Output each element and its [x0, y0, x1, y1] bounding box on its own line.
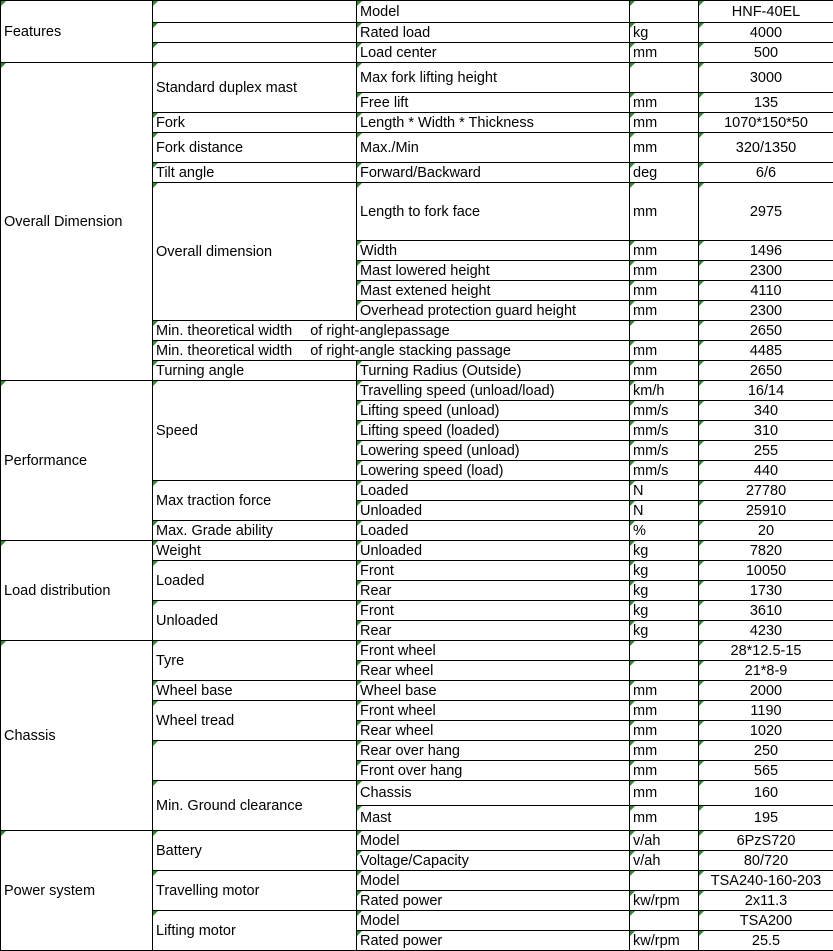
- parameter-name: Forward/Backward: [357, 163, 630, 183]
- parameter-name: Loaded: [357, 481, 630, 501]
- unit-cell: mm: [630, 93, 699, 113]
- spec-row: [1, 1, 833, 23]
- parameter-group: Overall dimension: [153, 183, 357, 321]
- value-cell: 1730: [699, 581, 833, 601]
- parameter-group: Lifting motor: [153, 911, 357, 951]
- param-part-a: of right-angle: [310, 323, 395, 339]
- section-label: Features: [1, 1, 153, 63]
- unit-cell: mm: [630, 361, 699, 381]
- value-cell: 1190: [699, 701, 833, 721]
- unit-cell: mm: [630, 761, 699, 781]
- unit-cell: %: [630, 521, 699, 541]
- parameter-group: Speed: [153, 381, 357, 481]
- parameter-group: Turning angle: [153, 361, 357, 381]
- unit-cell: mm: [630, 113, 699, 133]
- param-part-b: t-angle stacking passage: [351, 343, 511, 359]
- parameter-name: Loaded: [357, 521, 630, 541]
- unit-cell: mm: [630, 341, 699, 361]
- value-cell: 160: [699, 781, 833, 806]
- value-cell: 21*8-9: [699, 661, 833, 681]
- unit-cell: kg: [630, 541, 699, 561]
- unit-cell: mm: [630, 721, 699, 741]
- unit-cell: kw/rpm: [630, 931, 699, 951]
- parameter-name: Max fork lifting height: [357, 63, 630, 93]
- parameter-name: Travelling speed (unload/load): [357, 381, 630, 401]
- value-cell: 3000: [699, 63, 833, 93]
- unit-cell: N: [630, 481, 699, 501]
- spec-row: [1, 63, 833, 93]
- value-cell: 1070*150*50: [699, 113, 833, 133]
- param-part-b: passage: [395, 323, 450, 339]
- unit-cell: kg: [630, 601, 699, 621]
- spec-row: [1, 641, 833, 661]
- parameter-group: [153, 43, 357, 63]
- parameter-name: Load center: [357, 43, 630, 63]
- unit-cell: mm: [630, 781, 699, 806]
- value-cell: 28*12.5-15: [699, 641, 833, 661]
- parameter-name: Rear wheel: [357, 721, 630, 741]
- unit-cell: [630, 321, 699, 341]
- unit-cell: [630, 63, 699, 93]
- value-cell: HNF-40EL: [699, 1, 833, 23]
- parameter-name: Mast extened height: [357, 281, 630, 301]
- value-cell: 4485: [699, 341, 833, 361]
- parameter-group: Wheel base: [153, 681, 357, 701]
- value-cell: 3610: [699, 601, 833, 621]
- value-cell: 2975: [699, 183, 833, 241]
- value-cell: 310: [699, 421, 833, 441]
- unit-cell: kg: [630, 581, 699, 601]
- value-cell: 250: [699, 741, 833, 761]
- parameter-name: Voltage/Capacity: [357, 851, 630, 871]
- parameter-name: Model: [357, 1, 630, 23]
- parameter-name: Wheel base: [357, 681, 630, 701]
- value-cell: 2650: [699, 361, 833, 381]
- spec-row: [1, 831, 833, 851]
- parameter-group: Tilt angle: [153, 163, 357, 183]
- group-label: Min. theoretical width: [156, 343, 292, 359]
- parameter-name: Rear: [357, 621, 630, 641]
- parameter-name: Front wheel: [357, 701, 630, 721]
- parameter-name: Front: [357, 561, 630, 581]
- section-label: Chassis: [1, 641, 153, 831]
- parameter-group: Unloaded: [153, 601, 357, 641]
- parameter-group: Max. Grade ability: [153, 521, 357, 541]
- parameter-name: Turning Radius (Outside): [357, 361, 630, 381]
- parameter-group: Battery: [153, 831, 357, 871]
- param-part-a: of righ: [310, 343, 350, 359]
- value-cell: 320/1350: [699, 133, 833, 163]
- unit-cell: mm/s: [630, 401, 699, 421]
- unit-cell: N: [630, 501, 699, 521]
- parameter-group: [153, 1, 357, 23]
- value-cell: TSA240-160-203: [699, 871, 833, 891]
- unit-cell: [630, 1, 699, 23]
- parameter-name: Overhead protection guard height: [357, 301, 630, 321]
- value-cell: 20: [699, 521, 833, 541]
- parameter-name: Lowering speed (load): [357, 461, 630, 481]
- parameter-group: Fork: [153, 113, 357, 133]
- parameter-name: Width: [357, 241, 630, 261]
- value-cell: 80/720: [699, 851, 833, 871]
- unit-cell: mm: [630, 741, 699, 761]
- value-cell: 2000: [699, 681, 833, 701]
- parameter-name: Unloaded: [357, 541, 630, 561]
- parameter-group: Min. Ground clearance: [153, 781, 357, 831]
- unit-cell: kg: [630, 621, 699, 641]
- value-cell: 27780: [699, 481, 833, 501]
- unit-cell: mm: [630, 261, 699, 281]
- parameter-name: Max./Min: [357, 133, 630, 163]
- spec-row: [1, 541, 833, 561]
- section-label: Performance: [1, 381, 153, 541]
- unit-cell: kg: [630, 561, 699, 581]
- value-cell: 135: [699, 93, 833, 113]
- unit-cell: mm: [630, 241, 699, 261]
- parameter-group-merged: [153, 341, 630, 361]
- parameter-name: Rated power: [357, 891, 630, 911]
- parameter-group-merged: [153, 321, 630, 341]
- value-cell: 1496: [699, 241, 833, 261]
- value-cell: 2300: [699, 301, 833, 321]
- parameter-name: Mast: [357, 806, 630, 831]
- value-cell: TSA200: [699, 911, 833, 931]
- unit-cell: mm: [630, 43, 699, 63]
- value-cell: 2300: [699, 261, 833, 281]
- parameter-name: Rear wheel: [357, 661, 630, 681]
- parameter-name: Mast lowered height: [357, 261, 630, 281]
- parameter-name: Unloaded: [357, 501, 630, 521]
- parameter-group: Loaded: [153, 561, 357, 601]
- value-cell: 1020: [699, 721, 833, 741]
- parameter-name: Model: [357, 831, 630, 851]
- parameter-group: Travelling motor: [153, 871, 357, 911]
- parameter-group: [153, 23, 357, 43]
- value-cell: 4000: [699, 23, 833, 43]
- unit-cell: km/h: [630, 381, 699, 401]
- parameter-name: Front over hang: [357, 761, 630, 781]
- value-cell: 6PzS720: [699, 831, 833, 851]
- parameter-name: Free lift: [357, 93, 630, 113]
- parameter-group: Wheel tread: [153, 701, 357, 741]
- parameter-group: Tyre: [153, 641, 357, 681]
- value-cell: 4110: [699, 281, 833, 301]
- parameter-name: Front wheel: [357, 641, 630, 661]
- parameter-name: Chassis: [357, 781, 630, 806]
- value-cell: 25910: [699, 501, 833, 521]
- value-cell: 6/6: [699, 163, 833, 183]
- parameter-name: Rear over hang: [357, 741, 630, 761]
- unit-cell: mm/s: [630, 441, 699, 461]
- value-cell: 4230: [699, 621, 833, 641]
- unit-cell: kw/rpm: [630, 891, 699, 911]
- unit-cell: [630, 871, 699, 891]
- parameter-group: Weight: [153, 541, 357, 561]
- parameter-name: Length * Width * Thickness: [357, 113, 630, 133]
- unit-cell: mm: [630, 183, 699, 241]
- unit-cell: [630, 641, 699, 661]
- unit-cell: [630, 661, 699, 681]
- section-label: Power system: [1, 831, 153, 951]
- unit-cell: mm: [630, 281, 699, 301]
- value-cell: 255: [699, 441, 833, 461]
- spec-table-body: [1, 1, 833, 951]
- spec-row: [1, 381, 833, 401]
- value-cell: 440: [699, 461, 833, 481]
- value-cell: 340: [699, 401, 833, 421]
- unit-cell: mm: [630, 806, 699, 831]
- value-cell: 2x11.3: [699, 891, 833, 911]
- unit-cell: [630, 911, 699, 931]
- unit-cell: kg: [630, 23, 699, 43]
- parameter-name: Lowering speed (unload): [357, 441, 630, 461]
- value-cell: 565: [699, 761, 833, 781]
- parameter-group: Fork distance: [153, 133, 357, 163]
- parameter-name: Model: [357, 871, 630, 891]
- parameter-name: Length to fork face: [357, 183, 630, 241]
- unit-cell: mm/s: [630, 461, 699, 481]
- parameter-name: Rear: [357, 581, 630, 601]
- value-cell: 25.5: [699, 931, 833, 951]
- unit-cell: mm: [630, 681, 699, 701]
- parameter-name: Lifting speed (loaded): [357, 421, 630, 441]
- parameter-name: Rated power: [357, 931, 630, 951]
- parameter-group: [153, 741, 357, 781]
- section-label: Overall Dimension: [1, 63, 153, 381]
- unit-cell: mm/s: [630, 421, 699, 441]
- parameter-name: Lifting speed (unload): [357, 401, 630, 421]
- value-cell: 195: [699, 806, 833, 831]
- group-label: Min. theoretical width: [156, 323, 292, 339]
- unit-cell: deg: [630, 163, 699, 183]
- value-cell: 2650: [699, 321, 833, 341]
- parameter-group: Max traction force: [153, 481, 357, 521]
- unit-cell: mm: [630, 301, 699, 321]
- value-cell: 10050: [699, 561, 833, 581]
- unit-cell: mm: [630, 701, 699, 721]
- unit-cell: mm: [630, 133, 699, 163]
- section-label: Load distribution: [1, 541, 153, 641]
- unit-cell: v/ah: [630, 851, 699, 871]
- value-cell: 500: [699, 43, 833, 63]
- parameter-group: Standard duplex mast: [153, 63, 357, 113]
- value-cell: 7820: [699, 541, 833, 561]
- parameter-name: Rated load: [357, 23, 630, 43]
- value-cell: 16/14: [699, 381, 833, 401]
- parameter-name: Model: [357, 911, 630, 931]
- parameter-name: Front: [357, 601, 630, 621]
- unit-cell: v/ah: [630, 831, 699, 851]
